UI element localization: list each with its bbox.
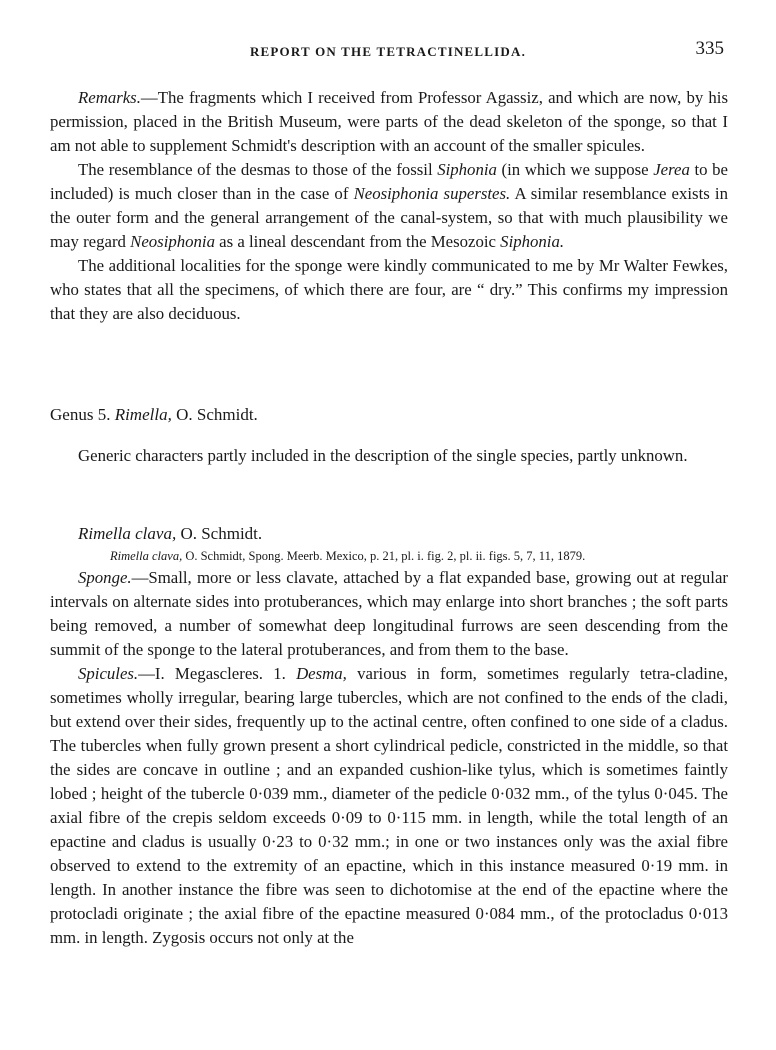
remarks-paragraph-3: The additional localities for the sponge were kindly communicated to me by Mr Walter Fewkes, who states that all the specimens, of which there are four, are “ dry.” This confirms my impression that they are also deciduous.: [50, 256, 728, 323]
text-block-remarks: [50, 86, 728, 326]
species-heading: Rimella clava, O. Schmidt.: [78, 524, 263, 543]
species-block: [50, 522, 728, 950]
genus-heading: Genus 5. Rimella, O. Schmidt.: [50, 405, 258, 424]
species-citation: Rimella clava, O. Schmidt, Spong. Meerb. Mexico, p. 21, pl. i. fig. 2, pl. ii. figs. 5, 7, 11, 1879.: [110, 549, 586, 563]
page-number: 335: [695, 38, 724, 59]
running-title: REPORT ON THE TETRACTINELLIDA.: [249, 44, 527, 59]
genus-description: Generic characters partly included in the description of the single species, partly unknown.: [78, 446, 688, 465]
sponge-paragraph: Sponge.—Small, more or less clavate, attached by a flat expanded base, growing out at regular intervals on alternate sides into protuberances, which may enlarge into short branches ; the soft parts being removed, a number of somewhat deep longitudinal furrows are seen descending from the summit of the sponge to the lateral protuberances, and from them to the base.: [50, 568, 728, 659]
genus-description-block: [50, 444, 728, 468]
genus-heading-block: [50, 403, 728, 427]
remarks-lead: Remarks.: [78, 88, 141, 107]
remarks-paragraph-1: Remarks.—The fragments which I received from Professor Agassiz, and which are now, by his permission, placed in the British Museum, were parts of the dead skeleton of the sponge, so that I am not able to supplement Schmidt's description with an account of the smaller spicules.: [50, 88, 728, 155]
remarks-paragraph-2: The resemblance of the desmas to those of the fossil Siphonia (in which we suppose Jerea to be included) is much closer than in the case of Neosiphonia superstes. A similar resemblance exists in the outer form and the general arrangement of the canal-system, so that with much plausibility we may regard Neosiphonia as a lineal descendant from the Mesozoic Siphonia.: [50, 160, 728, 251]
spicules-paragraph: Spicules.—I. Megascleres. 1. Desma, various in form, sometimes regularly tetra-cladine, sometimes wholly irregular, bearing large tubercles, which are not confined to the ends of the cladi, but extend over their sides, frequently up to the actinal centre, often confined to one side of a cladus. The tubercles when fully grown present a short cylindrical pedicle, constricted in the middle, so that the sides are concave in outline ; and an expanded cushion-like tylus, which is sometimes faintly lobed ; height of the tubercle 0·039 mm., diameter of the pedicle 0·032 mm., of the tylus 0·045. The axial fibre of the crepis seldom exceeds 0·09 to 0·115 mm. in length, while the total length of an epactine and cladus is usually 0·23 to 0·32 mm.; in one or two instances only was the axial fibre observed to extend to the extremity of an epactine, which in this instance measured 0·19 mm. in length. In another instance the fibre was seen to dichotomise at the end of the epactine where the protocladi originate ; the axial fibre of the epactine measured 0·084 mm., of the protocladus 0·013 mm. in length. Zygosis occurs not only at the: [50, 664, 728, 947]
